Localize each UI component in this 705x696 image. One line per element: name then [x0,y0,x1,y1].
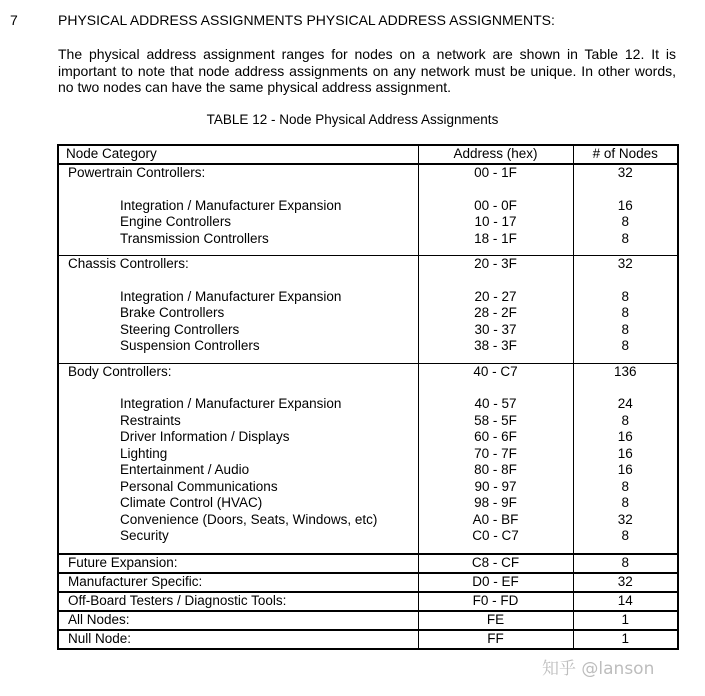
category-count: 1 [573,611,678,630]
subcategory-address: 18 - 1F [418,231,573,256]
subcategory-address: 60 - 6F [418,429,573,446]
table-row [58,338,678,363]
subcategory-count: 8 [573,413,678,430]
subcategory-name: Convenience (Doors, Seats, Windows, etc) [58,512,418,529]
table-row [58,630,678,649]
header-node-category: Node Category [58,145,418,164]
category-address: F0 - FD [418,592,573,611]
subcategory-address: 28 - 2F [418,305,573,322]
subcategory-count: 8 [573,528,678,554]
category-name: Powertrain Controllers: [58,164,418,182]
table-row [58,479,678,496]
category-count: 8 [573,554,678,573]
section-title: PHYSICAL ADDRESS ASSIGNMENTS PHYSICAL ADDRESS ASSIGNMENTS: [58,12,555,28]
subcategory-address: C0 - C7 [418,528,573,554]
category-count: 32 [573,573,678,592]
subcategory-count: 8 [573,495,678,512]
category-address: 20 - 3F [418,256,573,273]
section-number: 7 [10,12,18,28]
category-name: Manufacturer Specific: [58,573,418,592]
subcategory-count: 16 [573,446,678,463]
category-name: Body Controllers: [58,363,418,380]
subcategory-address: 38 - 3F [418,338,573,363]
subcategory-count: 16 [573,462,678,479]
category-name: All Nodes: [58,611,418,630]
category-group [58,256,678,364]
spacer-cell [418,273,573,289]
category-address: 00 - 1F [418,164,573,182]
spacer-row [58,273,678,289]
table-row [58,322,678,339]
header-node-count: # of Nodes [573,145,678,164]
category-count: 32 [573,256,678,273]
subcategory-address: 98 - 9F [418,495,573,512]
watermark: 知乎 @lanson [542,659,655,679]
subcategory-address: 00 - 0F [418,198,573,215]
category-row [58,164,678,182]
category-address: C8 - CF [418,554,573,573]
table-row [58,305,678,322]
intro-paragraph: The physical address assignment ranges for nodes on a network are shown in Table 12. It is important to note that node address assignments on any network must be unique. In other words, no two nodes can have the same physical address assignment. [58,46,676,95]
subcategory-address: 70 - 7F [418,446,573,463]
table-row [58,528,678,554]
subcategory-name: Integration / Manufacturer Expansion [58,198,418,215]
category-name: Off-Board Testers / Diagnostic Tools: [58,592,418,611]
spacer-cell [418,182,573,198]
subcategory-name: Security [58,528,418,554]
table-row [58,573,678,592]
table-row [58,413,678,430]
subcategory-count: 16 [573,198,678,215]
spacer-cell [58,380,418,396]
spacer-cell [58,273,418,289]
subcategory-name: Steering Controllers [58,322,418,339]
subcategory-address: 90 - 97 [418,479,573,496]
table-caption: TABLE 12 - Node Physical Address Assignments [206,112,499,127]
table-row [58,396,678,413]
subcategory-name: Climate Control (HVAC) [58,495,418,512]
subcategory-count: 8 [573,322,678,339]
category-address: 40 - C7 [418,363,573,380]
category-name: Null Node: [58,630,418,649]
table-row [58,495,678,512]
category-name: Future Expansion: [58,554,418,573]
subcategory-count: 8 [573,289,678,306]
category-name: Chassis Controllers: [58,256,418,273]
category-row [58,256,678,273]
category-count: 32 [573,164,678,182]
table-row [58,592,678,611]
category-address: FF [418,630,573,649]
subcategory-name: Integration / Manufacturer Expansion [58,289,418,306]
subcategory-address: 10 - 17 [418,214,573,231]
category-address: D0 - EF [418,573,573,592]
subcategory-count: 8 [573,231,678,256]
subcategory-name: Entertainment / Audio [58,462,418,479]
subcategory-name: Engine Controllers [58,214,418,231]
subcategory-name: Suspension Controllers [58,338,418,363]
subcategory-count: 8 [573,214,678,231]
subcategory-name: Integration / Manufacturer Expansion [58,396,418,413]
subcategory-name: Driver Information / Displays [58,429,418,446]
subcategory-count: 8 [573,338,678,363]
spacer-row [58,380,678,396]
subcategory-name: Restraints [58,413,418,430]
category-row [58,363,678,380]
subcategory-count: 24 [573,396,678,413]
table-header-row [58,145,678,164]
subcategory-address: 30 - 37 [418,322,573,339]
subcategory-name: Transmission Controllers [58,231,418,256]
spacer-cell [573,380,678,396]
subcategory-name: Personal Communications [58,479,418,496]
header-address: Address (hex) [418,145,573,164]
category-address: FE [418,611,573,630]
spacer-cell [58,182,418,198]
table-row [58,446,678,463]
subcategory-address: 58 - 5F [418,413,573,430]
spacer-row [58,182,678,198]
table-row [58,554,678,573]
table-row [58,429,678,446]
table-row [58,198,678,215]
spacer-cell [573,182,678,198]
single-category-rows [58,554,678,649]
subcategory-count: 32 [573,512,678,529]
subcategory-address: 20 - 27 [418,289,573,306]
table-row [58,214,678,231]
subcategory-name: Lighting [58,446,418,463]
subcategory-address: A0 - BF [418,512,573,529]
table-row [58,512,678,529]
table-row [58,231,678,256]
node-address-table [57,144,679,650]
category-count: 136 [573,363,678,380]
spacer-cell [418,380,573,396]
subcategory-address: 40 - 57 [418,396,573,413]
table-row [58,289,678,306]
spacer-cell [573,273,678,289]
subcategory-count: 8 [573,305,678,322]
category-group [58,363,678,554]
subcategory-count: 8 [573,479,678,496]
category-count: 14 [573,592,678,611]
subcategory-count: 16 [573,429,678,446]
category-count: 1 [573,630,678,649]
table-row [58,611,678,630]
subcategory-name: Brake Controllers [58,305,418,322]
subcategory-address: 80 - 8F [418,462,573,479]
category-group [58,164,678,256]
table-row [58,462,678,479]
